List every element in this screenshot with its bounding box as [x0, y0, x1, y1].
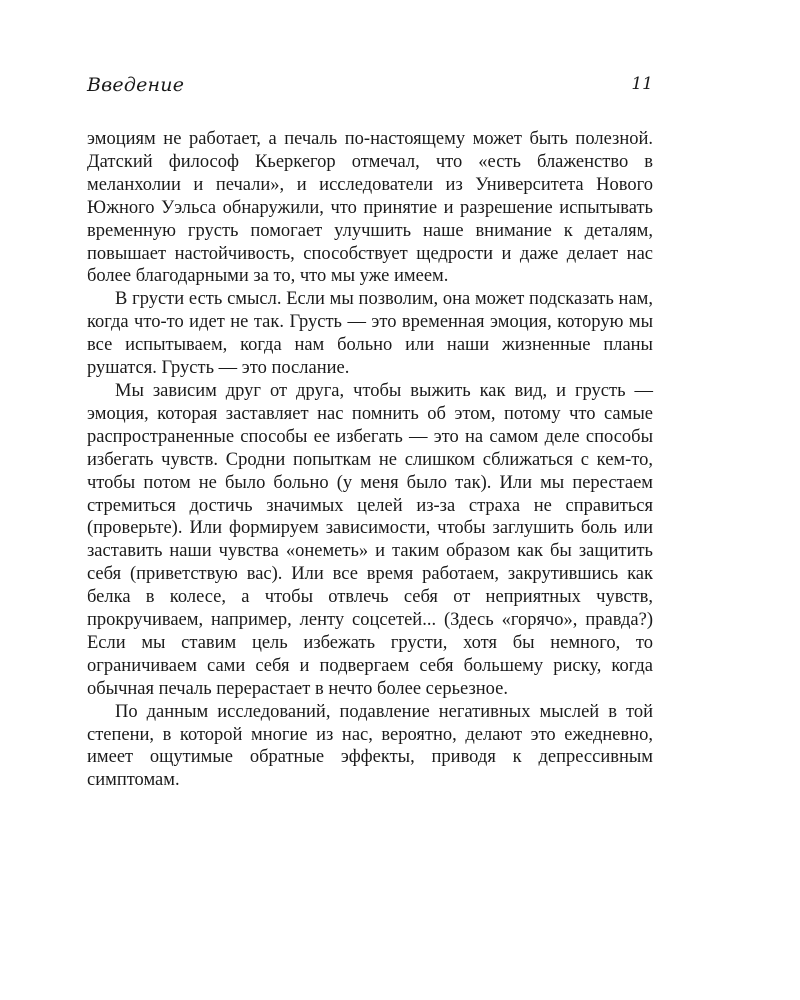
paragraph-3: Мы зависим друг от друга, чтобы выжить как вид, и грусть — эмоция, которая заставляет нас помнить об этом, потому что самые распространенные способы ее избегать — это на самом деле способы избегать чувств. Сродни попыткам не слишком сближаться с кем-то, чтобы потом не было больно (у меня было так). Или мы перестаем стремиться достичь значимых целей из-за страха не справиться (проверьте). Или формируем зависимости, чтобы заглушить боль или заставить наши чувства «онеметь» и таким образом как бы защитить себя (приветствую вас). Или все время работаем, закрутившись как белка в колесе, а чтобы отвлечь себя от неприятных чувств, прокручиваем, например, ленту соцсетей... (Здесь «горячо», правда?) Если мы ставим цель избежать грусти, хотя бы немного, то ограничиваем сами себя и подвергаем себя большему риску, когда обычная печаль перерастает в нечто более серьезное. — [87, 380, 653, 699]
body-text — [87, 128, 653, 792]
section-title: Введение — [87, 74, 185, 96]
page-number: 11 — [631, 74, 653, 94]
paragraph-4: По данным исследований, подавление негативных мыслей в той степени, в которой многие из нас, вероятно, делают это ежедневно, имеет ощутимые обратные эффекты, приводя к депрессивным симптомам. — [87, 701, 653, 791]
paragraph-2: В грусти есть смысл. Если мы позволим, она может подсказать нам, когда что-то идет не так. Грусть — это временная эмоция, которую мы все испытываем, когда нам больно или наши жизненные планы рушатся. Грусть — это послание. — [87, 289, 653, 379]
paragraph-1: эмоциям не работает, а печаль по-настоящему может быть полезной. Датский философ Кьеркегор отмечал, что «есть блаженство в меланхолии и печали», и исследователи из Университета Нового Южного Уэльса обнаружили, что принятие и разрешение испытывать временную грусть помогает улучшить наше внимание к деталям, повышает настойчивость, способствует щедрости и даже делает нас более благодарными за то, что мы уже имеем. — [87, 129, 653, 287]
running-head — [87, 74, 653, 102]
